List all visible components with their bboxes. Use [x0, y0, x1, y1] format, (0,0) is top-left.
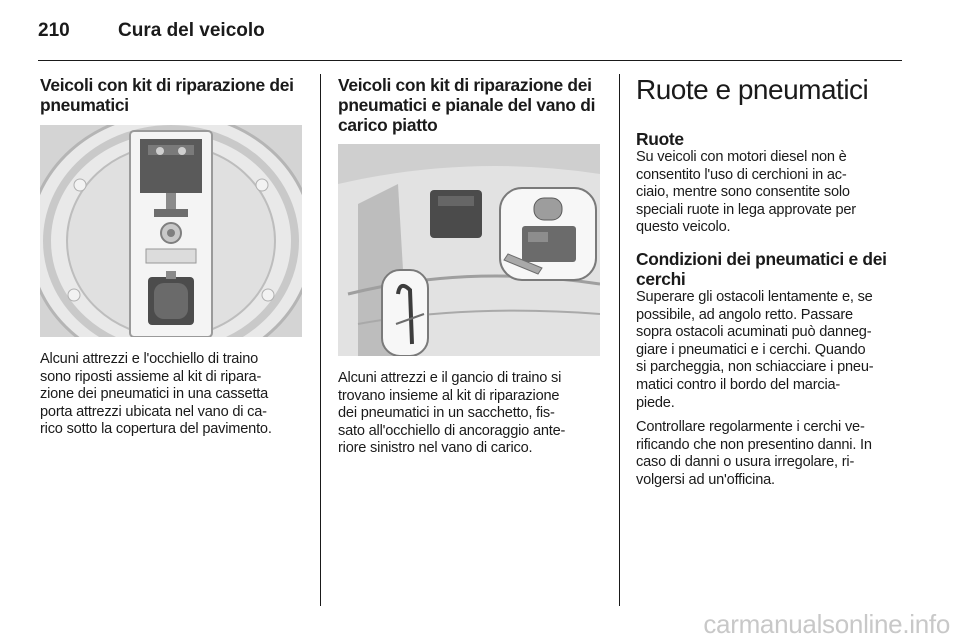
page-title: Cura del veicolo [118, 20, 265, 41]
cargo-bag-tow-eye-illustration [338, 144, 600, 356]
paragraph-line: questo veicolo. [636, 219, 731, 236]
column-divider-2 [619, 74, 620, 606]
spare-wheel-well-toolbox-illustration [40, 125, 302, 337]
section-heading-flat-cargo-floor [338, 75, 604, 135]
heading-line: Veicoli con kit di riparazione dei [338, 75, 592, 95]
paragraph-condizioni-1 [636, 289, 906, 412]
paragraph-ruote [636, 149, 906, 237]
caption-line: porta attrezzi ubicata nel vano di ca- [40, 403, 267, 420]
paragraph-line: rificando che non presentino danni. In [636, 436, 872, 453]
subheading-condizioni [636, 249, 906, 289]
caption-line: Alcuni attrezzi e l'occhiello di traino [40, 351, 259, 367]
section-heading-tire-repair-kit [40, 75, 306, 115]
paragraph-condizioni-2 [636, 419, 906, 489]
heading-line: Condizioni dei pneumatici e dei [636, 248, 887, 269]
header-rule [38, 60, 902, 61]
column-divider-1 [320, 74, 321, 606]
caption-line: trovano insieme al kit di riparazione [338, 387, 560, 404]
heading-line: pneumatici [40, 95, 129, 115]
chapter-heading: Ruote e pneumatici [636, 74, 869, 105]
caption-line: sato all'occhiello di ancoraggio ante- [338, 422, 566, 439]
paragraph-line: matici contro il bordo del marcia- [636, 376, 841, 393]
caption-line: Alcuni attrezzi e il gancio di traino si [338, 370, 562, 386]
paragraph-line: possibile, ad angolo retto. Passare [636, 306, 853, 323]
caption-line: rico sotto la copertura del pavimento. [40, 421, 272, 438]
watermark: carmanualsonline.info [703, 609, 950, 639]
paragraph-line: ciaio, mentre sono consentite solo [636, 184, 850, 201]
paragraph-line: caso di danni o usura irregolare, ri- [636, 454, 855, 471]
subheading-ruote: Ruote [636, 129, 684, 149]
paragraph-line: volgersi ad un'officina. [636, 471, 775, 488]
heading-line: pneumatici e pianale del vano di [338, 95, 596, 115]
figure-caption [338, 370, 604, 458]
paragraph-line: sopra ostacoli acuminati può danneg- [636, 324, 872, 341]
page-number: 210 [38, 20, 70, 41]
heading-line: carico piatto [338, 115, 438, 135]
caption-line: sono riposti assieme al kit di ripara- [40, 368, 262, 385]
heading-line: cerchi [636, 268, 686, 289]
paragraph-line: Superare gli ostacoli lentamente e, se [636, 288, 873, 305]
heading-line: Veicoli con kit di riparazione dei [40, 75, 294, 95]
paragraph-line: Controllare regolarmente i cerchi ve- [636, 419, 865, 436]
column-2 [338, 75, 604, 458]
figure-caption [40, 351, 306, 439]
paragraph-line: Su veicoli con motori diesel non è [636, 149, 847, 165]
paragraph-line: si parcheggia, non schiacciare i pneu- [636, 359, 874, 376]
caption-line: dei pneumatici in un sacchetto, fis- [338, 405, 555, 422]
paragraph-line: piede. [636, 394, 675, 411]
paragraph-line: speciali ruote in lega approvate per [636, 201, 856, 218]
column-3 [636, 73, 906, 490]
paragraph-line: giare i pneumatici e i cerchi. Quando [636, 341, 866, 358]
column-1 [40, 75, 306, 439]
caption-line: zione dei pneumatici in una cassetta [40, 386, 269, 403]
caption-line: riore sinistro nel vano di carico. [338, 440, 533, 457]
paragraph-line: consentito l'uso di cerchioni in ac- [636, 166, 847, 183]
